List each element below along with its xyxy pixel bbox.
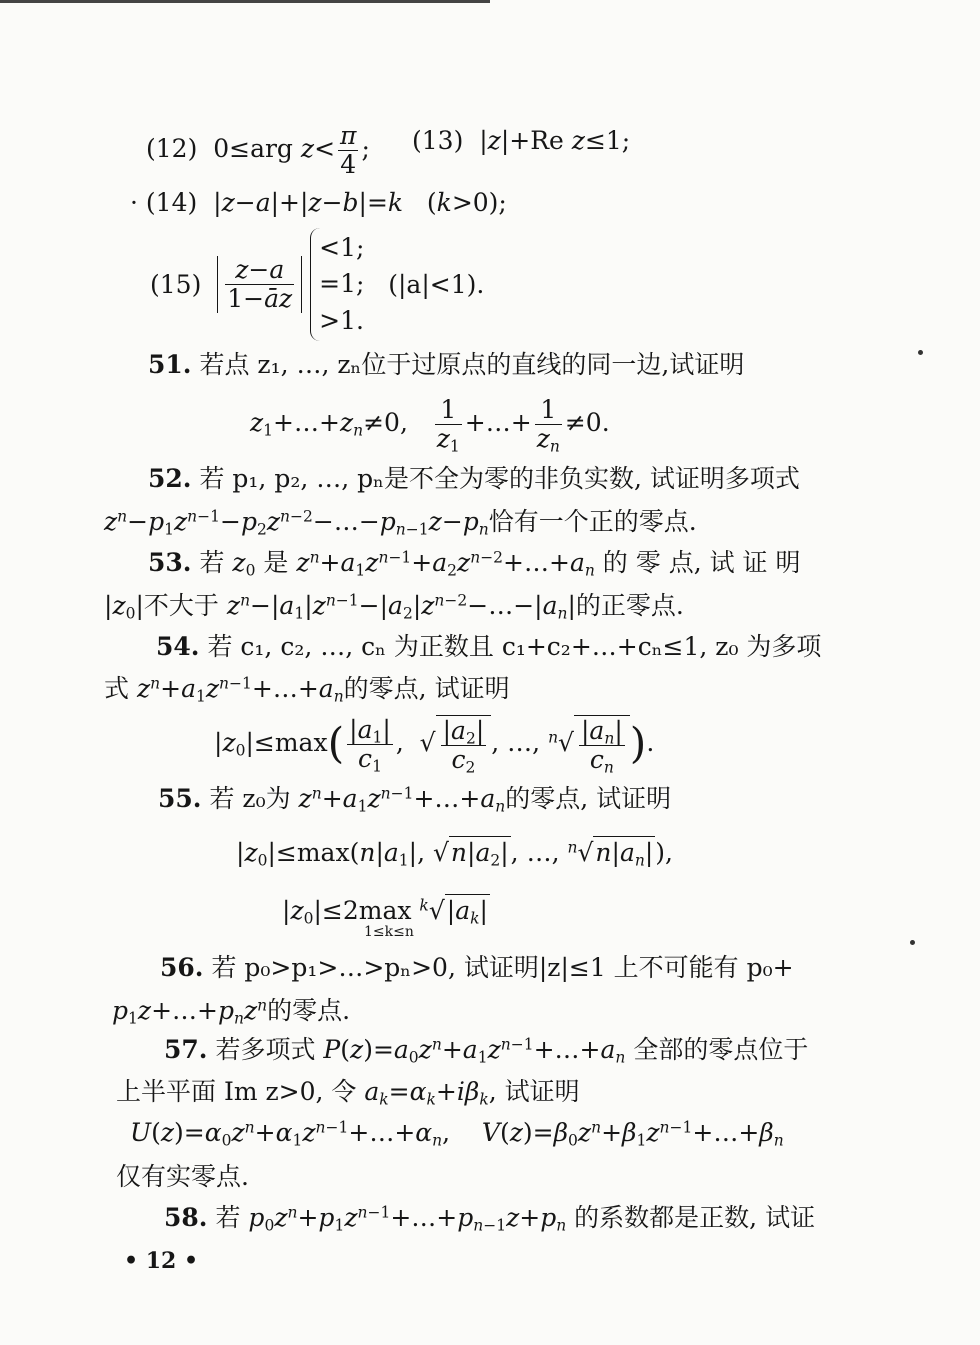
problem-52-number: 52.: [148, 464, 192, 493]
problem-52-text: 若 p₁, p₂, …, pₙ是不全为零的非负实数, 试证明多项式: [199, 464, 800, 493]
problem-57-text-b: 全部的零点位于: [633, 1035, 809, 1064]
case-less: <1;: [319, 233, 365, 262]
case-brace: [310, 228, 364, 341]
problem-52-line2: $z^n-p_1z^{n-1}-p_2z^{n-2}-\dots-p_{n-1}z-p_n$恰有一个正的零点.: [104, 507, 697, 539]
problem-56-text-b: 的零点.: [267, 996, 351, 1025]
item-12-label: (12): [146, 134, 198, 163]
problem-57-number: 57.: [164, 1035, 208, 1064]
problem-56-text: 若 p₀>p₁>…>pₙ>0, 试证明|z|≤1 上不可能有 p₀+: [211, 953, 794, 982]
problem-56: [160, 955, 794, 980]
problem-58: 58. 若 $p_0z^n+p_1z^{n-1}+\dots+p_{n-1}z+p_n$ 的系数都是正数, 试证: [164, 1203, 816, 1235]
scan-speck: [910, 940, 915, 945]
problem-54-number: 54.: [156, 632, 200, 661]
problem-54: [156, 634, 821, 659]
problem-52: [148, 466, 800, 491]
item-15-label: (15): [150, 269, 202, 299]
problem-55: 55. 若 z₀为 $z^n+a_1z^{n-1}+\dots+a_n$的零点, 试证明: [158, 784, 672, 816]
problem-51: [148, 352, 744, 377]
problem-55-text-a: 若 z₀为: [209, 784, 291, 813]
problem-58-number: 58.: [164, 1203, 208, 1232]
problem-57: 57. 若多项式 $P(z)=a_0z^n+a_1z^{n-1}+\dots+a_n$ 全部的零点位于: [164, 1035, 809, 1067]
problem-53-text-b: 是: [263, 548, 289, 577]
problem-55-formula-2: $|z_0|\le 2\max$ $^k√|a_k|$: [282, 896, 488, 928]
problem-51-formula: $z_1+\dots+z_n\ne 0$, $\frac{1}{z_1}$ +…+ $\frac{1}{z_n}$ ≠0.: [250, 395, 610, 456]
problem-55-formula-1: $|z_0|\le\max(n|a_1|$, $√n|a_2|$, …, $^n√n|a_n|$),: [236, 838, 673, 870]
problem-57-text-d: , 试证明: [488, 1077, 580, 1106]
problem-54-text-b: 式: [104, 674, 130, 703]
problem-54-text: 若 c₁, c₂, …, cₙ 为正数且 c₁+c₂+…+cₙ≤1, z₀ 为多项: [207, 632, 822, 661]
problem-53-text-a: 若: [199, 548, 225, 577]
problem-54-line2: 式 $z^n+a_1z^{n-1}+\dots+a_n$的零点, 试证明: [104, 674, 510, 706]
problem-51-text: 若点 z₁, …, zₙ位于过原点的直线的同一边,试证明: [199, 350, 745, 379]
problem-53-text-e: 的正零点.: [575, 591, 684, 620]
item-12: (12) 0≤arg z< $\frac{\pi}{4}$ ;: [146, 121, 370, 179]
problem-52-tail: 恰有一个正的零点.: [488, 507, 697, 536]
problem-57-text-a: 若多项式: [215, 1035, 316, 1064]
problem-53-number: 53.: [148, 548, 192, 577]
item-13-label: (13): [412, 126, 464, 155]
problem-53-text-c: 的 零 点, 试 证 明: [602, 548, 801, 577]
item-14-label: (14): [145, 188, 198, 217]
case-equal: =1;: [319, 269, 365, 299]
problem-58-text-b: 的系数都是正数, 试证: [574, 1203, 816, 1232]
problem-58-text-a: 若: [215, 1203, 241, 1232]
problem-55-text-b: 的零点, 试证明: [505, 784, 672, 813]
problem-51-number: 51.: [148, 350, 192, 379]
problem-57-text-c: 上半平面 Im z>0, 令: [116, 1077, 357, 1106]
problem-53-text-d: 不大于: [143, 591, 219, 620]
problem-53-line2: $|z_0|$不大于 $z^n-|a_1|z^{n-1}-|a_2|z^{n-2}-\dots-|a_n|$的正零点.: [104, 591, 684, 623]
problem-57-line2: 上半平面 Im z>0, 令 $a_k=\alpha_k+i\beta_k$, 试证明: [116, 1077, 580, 1109]
problem-57-formula: $U(z)=\alpha_0z^n+\alpha_1z^{n-1}+\dots+\alpha_n$, $V(z)=\beta_0z^n+\beta_1z^{n-1}+\dots+\beta_n$: [130, 1118, 784, 1150]
problem-56-line2: $p_1z+\dots+p_nz^n$的零点.: [112, 996, 351, 1028]
scan-speck: [918, 350, 923, 355]
top-rule: [0, 0, 490, 3]
problem-56-number: 56.: [160, 953, 204, 982]
problem-54-text-c: 的零点, 试证明: [343, 674, 510, 703]
problem-53: 53. 若 $z_0$ 是 $z^n+a_1z^{n-1}+a_2z^{n-2}+\dots+a_n$ 的 零 点, 试 证 明: [148, 548, 801, 580]
max-subscript: 1≤k≤n: [364, 924, 414, 940]
item-15-condition: (|a|<1).: [388, 269, 485, 299]
problem-55-number: 55.: [158, 784, 202, 813]
page-number: • 12 •: [124, 1248, 199, 1274]
item-13: (13) |z|+Re z≤1;: [412, 126, 631, 155]
problem-54-formula: $|z_0|\le\max$( $\frac{|a_1|}{c_1}$ , √ $\frac{|a_2|}{c_2}$ , …, $^n$√ $\frac{|a_n|}{c_n}$ ).: [214, 715, 655, 777]
case-greater: >1.: [319, 305, 364, 335]
pi-over-4: $\frac{\pi}{4}$: [340, 121, 357, 179]
problem-57-line4: 仅有实零点.: [116, 1162, 249, 1191]
item-15: [150, 228, 484, 341]
item-14: · (14) |z−a|+|z−b|=k (k>0);: [130, 188, 507, 217]
mobius-abs: $\frac{z-a}{1-āz}$: [217, 256, 302, 313]
